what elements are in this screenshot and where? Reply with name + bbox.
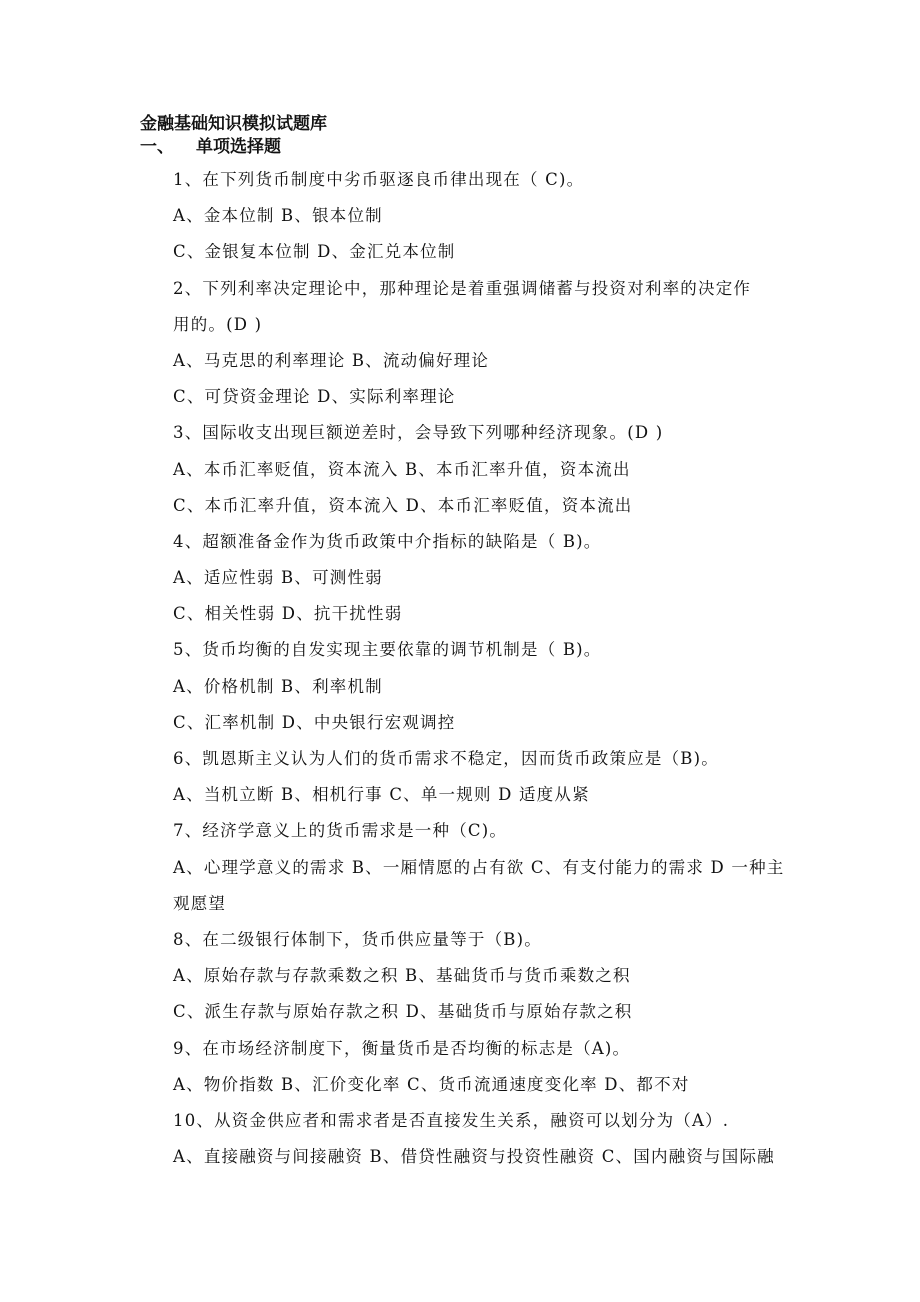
text-line: A、物价指数 B、汇价变化率 C、货币流通速度变化率 D、都不对 — [173, 1074, 690, 1094]
text-line: C、汇率机制 D、中央银行宏观调控 — [173, 712, 456, 732]
text-line: A、心理学意义的需求 B、一厢情愿的占有欲 C、有支付能力的需求 D 一种主 — [173, 857, 785, 877]
text-line: 6、凯恩斯主义认为人们的货币需求不稳定，因而货币政策应是（B)。 — [173, 749, 719, 768]
text-line: 8、在二级银行体制下，货币供应量等于（B)。 — [173, 929, 542, 949]
text-line: C、派生存款与原始存款之积 D、基础货币与原始存款之积 — [173, 1002, 633, 1022]
text-line: A、适应性弱 B、可测性弱 — [173, 568, 383, 588]
section-number: 一、 — [140, 137, 174, 157]
text-line: A、本币汇率贬值，资本流入 B、本币汇率升值，资本流出 — [173, 459, 631, 479]
text-line: C、可贷资金理论 D、实际利率理论 — [173, 387, 456, 407]
text-line: A、当机立断 B、相机行事 C、单一规则 D 适度从紧 — [173, 785, 590, 805]
text-line: A、直接融资与间接融资 B、借贷性融资与投资性融资 C、国内融资与国际融 — [173, 1147, 775, 1167]
text-line: C、本币汇率升值，资本流入 D、本币汇率贬值，资本流出 — [173, 495, 633, 515]
text-line: 3、国际收支出现巨额逆差时，会导致下列哪种经济现象。(D ) — [173, 423, 664, 443]
text-line: 观愿望 — [173, 893, 227, 913]
question-list — [173, 162, 793, 1175]
document-title: 金融基础知识模拟试题库 — [140, 114, 327, 134]
text-line: 用的。(D ) — [173, 314, 263, 334]
text-line: A、马克思的利率理论 B、流动偏好理论 — [173, 350, 490, 370]
text-line: A、价格机制 B、利率机制 — [173, 676, 383, 696]
text-line: A、金本位制 B、银本位制 — [173, 206, 383, 226]
text-line: 9、在市场经济制度下，衡量货币是否均衡的标志是（A)。 — [173, 1038, 631, 1058]
text-line: C、金银复本位制 D、金汇兑本位制 — [173, 242, 456, 262]
section-heading — [140, 136, 281, 158]
text-line: 7、经济学意义上的货币需求是一种（C)。 — [173, 821, 508, 841]
text-line: 10、从资金供应者和需求者是否直接发生关系，融资可以划分为（A）. — [173, 1110, 730, 1130]
text-line: 1、在下列货币制度中劣币驱逐良币律出现在（ C)。 — [173, 170, 585, 189]
text-line: 2、下列利率决定理论中，那种理论是着重强调储蓄与投资对利率的决定作 — [173, 278, 752, 298]
text-line: 4、超额准备金作为货币政策中介指标的缺陷是（ B)。 — [173, 531, 602, 551]
text-line: A、原始存款与存款乘数之积 B、基础货币与货币乘数之积 — [173, 966, 631, 986]
text-line: C、相关性弱 D、抗干扰性弱 — [173, 604, 403, 624]
section-title: 单项选择题 — [196, 137, 281, 157]
text-line: 5、货币均衡的自发实现主要依靠的调节机制是（ B)。 — [173, 640, 602, 660]
